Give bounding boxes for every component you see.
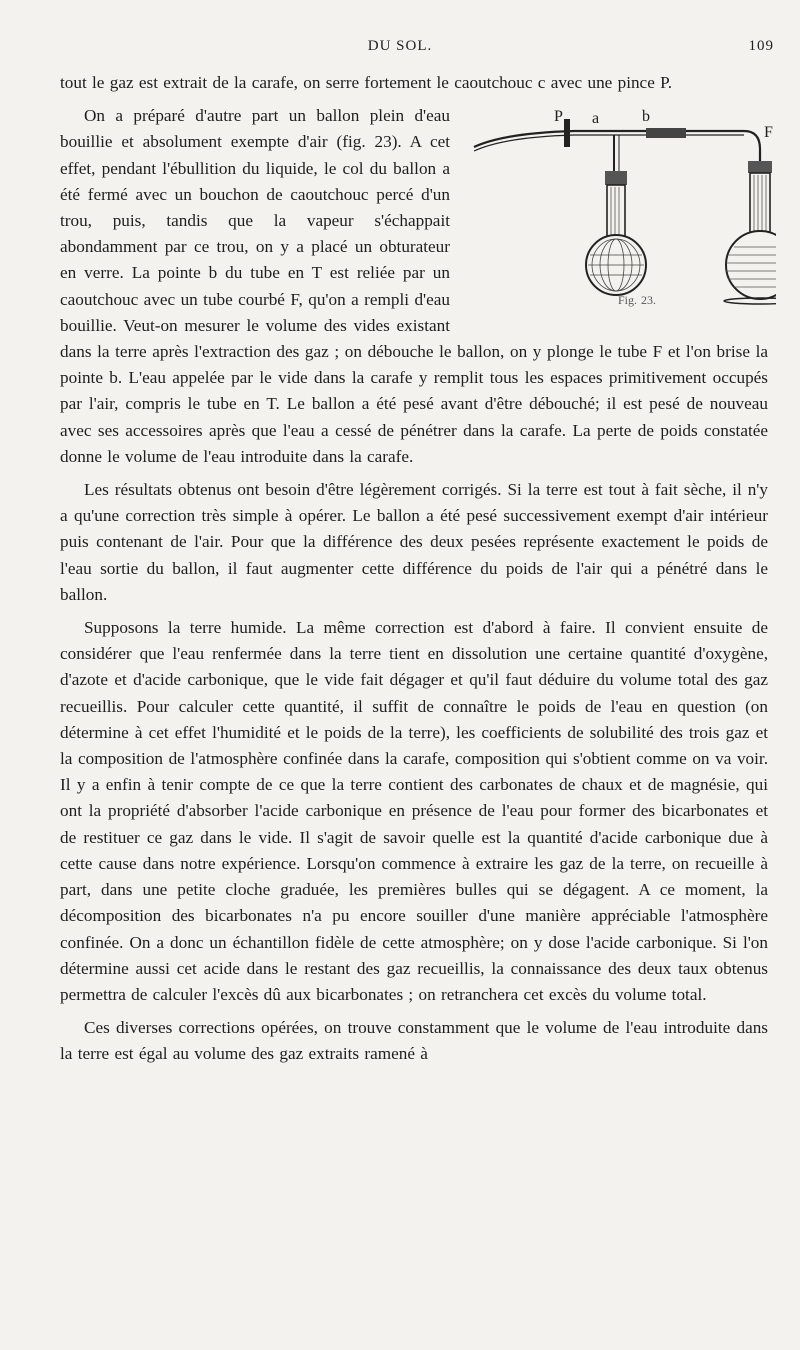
- label-a: a: [592, 110, 600, 128]
- label-f: F: [764, 124, 773, 142]
- figure-caption: Fig. 23.: [618, 293, 657, 308]
- t-tube-horizontal: [474, 131, 744, 147]
- stopper-right: [748, 161, 772, 173]
- running-title: DU SOL.: [367, 38, 433, 54]
- page-header: [0, 34, 800, 60]
- page-number: 109: [748, 38, 774, 54]
- paragraph-3: Les résultats obtenus ont besoin d'être légèrement corrigés. Si la terre est tout à fait sèche, il n'y a qu'une correction très simple à opérer. Le ballon a été pesé successivement exempt d'air intérieur puis contenant de l'air. Pour que la différence des deux pesées représente exactement le poids de l'eau sortie du ballon, il faut augmenter cette différence du poids de l'air qui a pénétré dans le ballon.: [60, 480, 768, 604]
- figure-23: [464, 105, 776, 315]
- label-b: b: [642, 108, 650, 126]
- flask-body-right: [726, 231, 776, 299]
- apparatus-illustration: [464, 105, 776, 305]
- rubber-tube: [646, 128, 686, 138]
- paragraph-5: Ces diverses corrections opérées, on trouve constamment que le volume de l'eau introduite dans la terre est égal au volume des gaz extraits ramené à: [60, 1018, 768, 1064]
- curved-tube-f: [744, 131, 760, 165]
- pinch-clamp: [564, 119, 570, 147]
- label-p: P: [554, 108, 563, 126]
- paragraph-4: Supposons la terre humide. La même correction est d'abord à faire. Il convient ensuite de considérer que l'eau renfermée dans la terre tient en dissolution une certaine quantité d'oxygène, d'azote et d'acide carbonique, que le vide fait dégager et qu'il faut déduire du volume total des gaz recueillis. Pour calculer cette quantité, il suffit de connaître le poids de l'eau en question (on détermine à cet effet l'humidité et le poids de la terre), les coefficients de solubilité des trois gaz et la composition de l'atmosphère confinée dans la carafe, composition qui s'obtient comme on va voir. Il y a enfin à tenir compte de ce que la terre contient des carbonates de chaux et de magnésie, qui ont la propriété d'absorber l'acide carbonique en présence de l'eau pour former des bicarbonates et de restituer ce gaz dans le vide. Il s'agit de savoir quelle est la quantité d'acide carbonique due à cette cause dans notre expérience. Lorsqu'on commence à extraire les gaz de la terre, on recueille à part, dans une petite cloche graduée, les premières bulles qui se dégagent. A ce moment, la décomposition des bicarbonates n'a pu encore souiller d'une manière appréciable l'atmosphère confinée. On a donc un échantillon fidèle de cette atmosphère; on y dose l'acide carbonique. Si l'on détermine aussi cet acide dans le restant des gaz recueillis, la connaissance des deux taux obtenus permettra de calculer l'excès dû aux bicarbonates ; on retranchera cet excès du volume total.: [60, 618, 768, 1004]
- paragraph-1: tout le gaz est extrait de la carafe, on serre fortement le caoutchouc c avec une pince P.: [60, 73, 673, 92]
- rubber-stopper: [605, 171, 627, 185]
- body-text: [60, 70, 773, 1068]
- paragraph-2: [60, 103, 773, 470]
- paragraph-2-text: On a préparé d'autre part un ballon plein d'eau bouillie et absolument exempte d'air (fig. 23). A cet effet, pendant l'ébullition du liquide, le col du ballon a été fermé avec un bouchon de caoutchouc percé d'un trou, puis, tandis que la vapeur s'échappait abondamment par ce trou, on y a placé un obturateur en verre. La pointe b du tube en T est reliée par un caoutchouc avec un tube courbé F, qu'on a rempli d'eau bouillie. Veut-on mesurer le volume des vides existant dans la terre après l'extraction des gaz ; on débouche le ballon, on y plonge le tube F et l'on brise la pointe b. L'eau appelée par le vide dans la carafe y remplit tous les espaces primitivement occupés par l'air, compris le tube en T. Le ballon a été pesé avant d'être débouché; il est pesé de nouveau avec ses accessoires après que l'eau a cessé de pénétrer dans la carafe. La perte de poids constatée donne le volume de l'eau introduite dans la carafe.: [60, 106, 768, 466]
